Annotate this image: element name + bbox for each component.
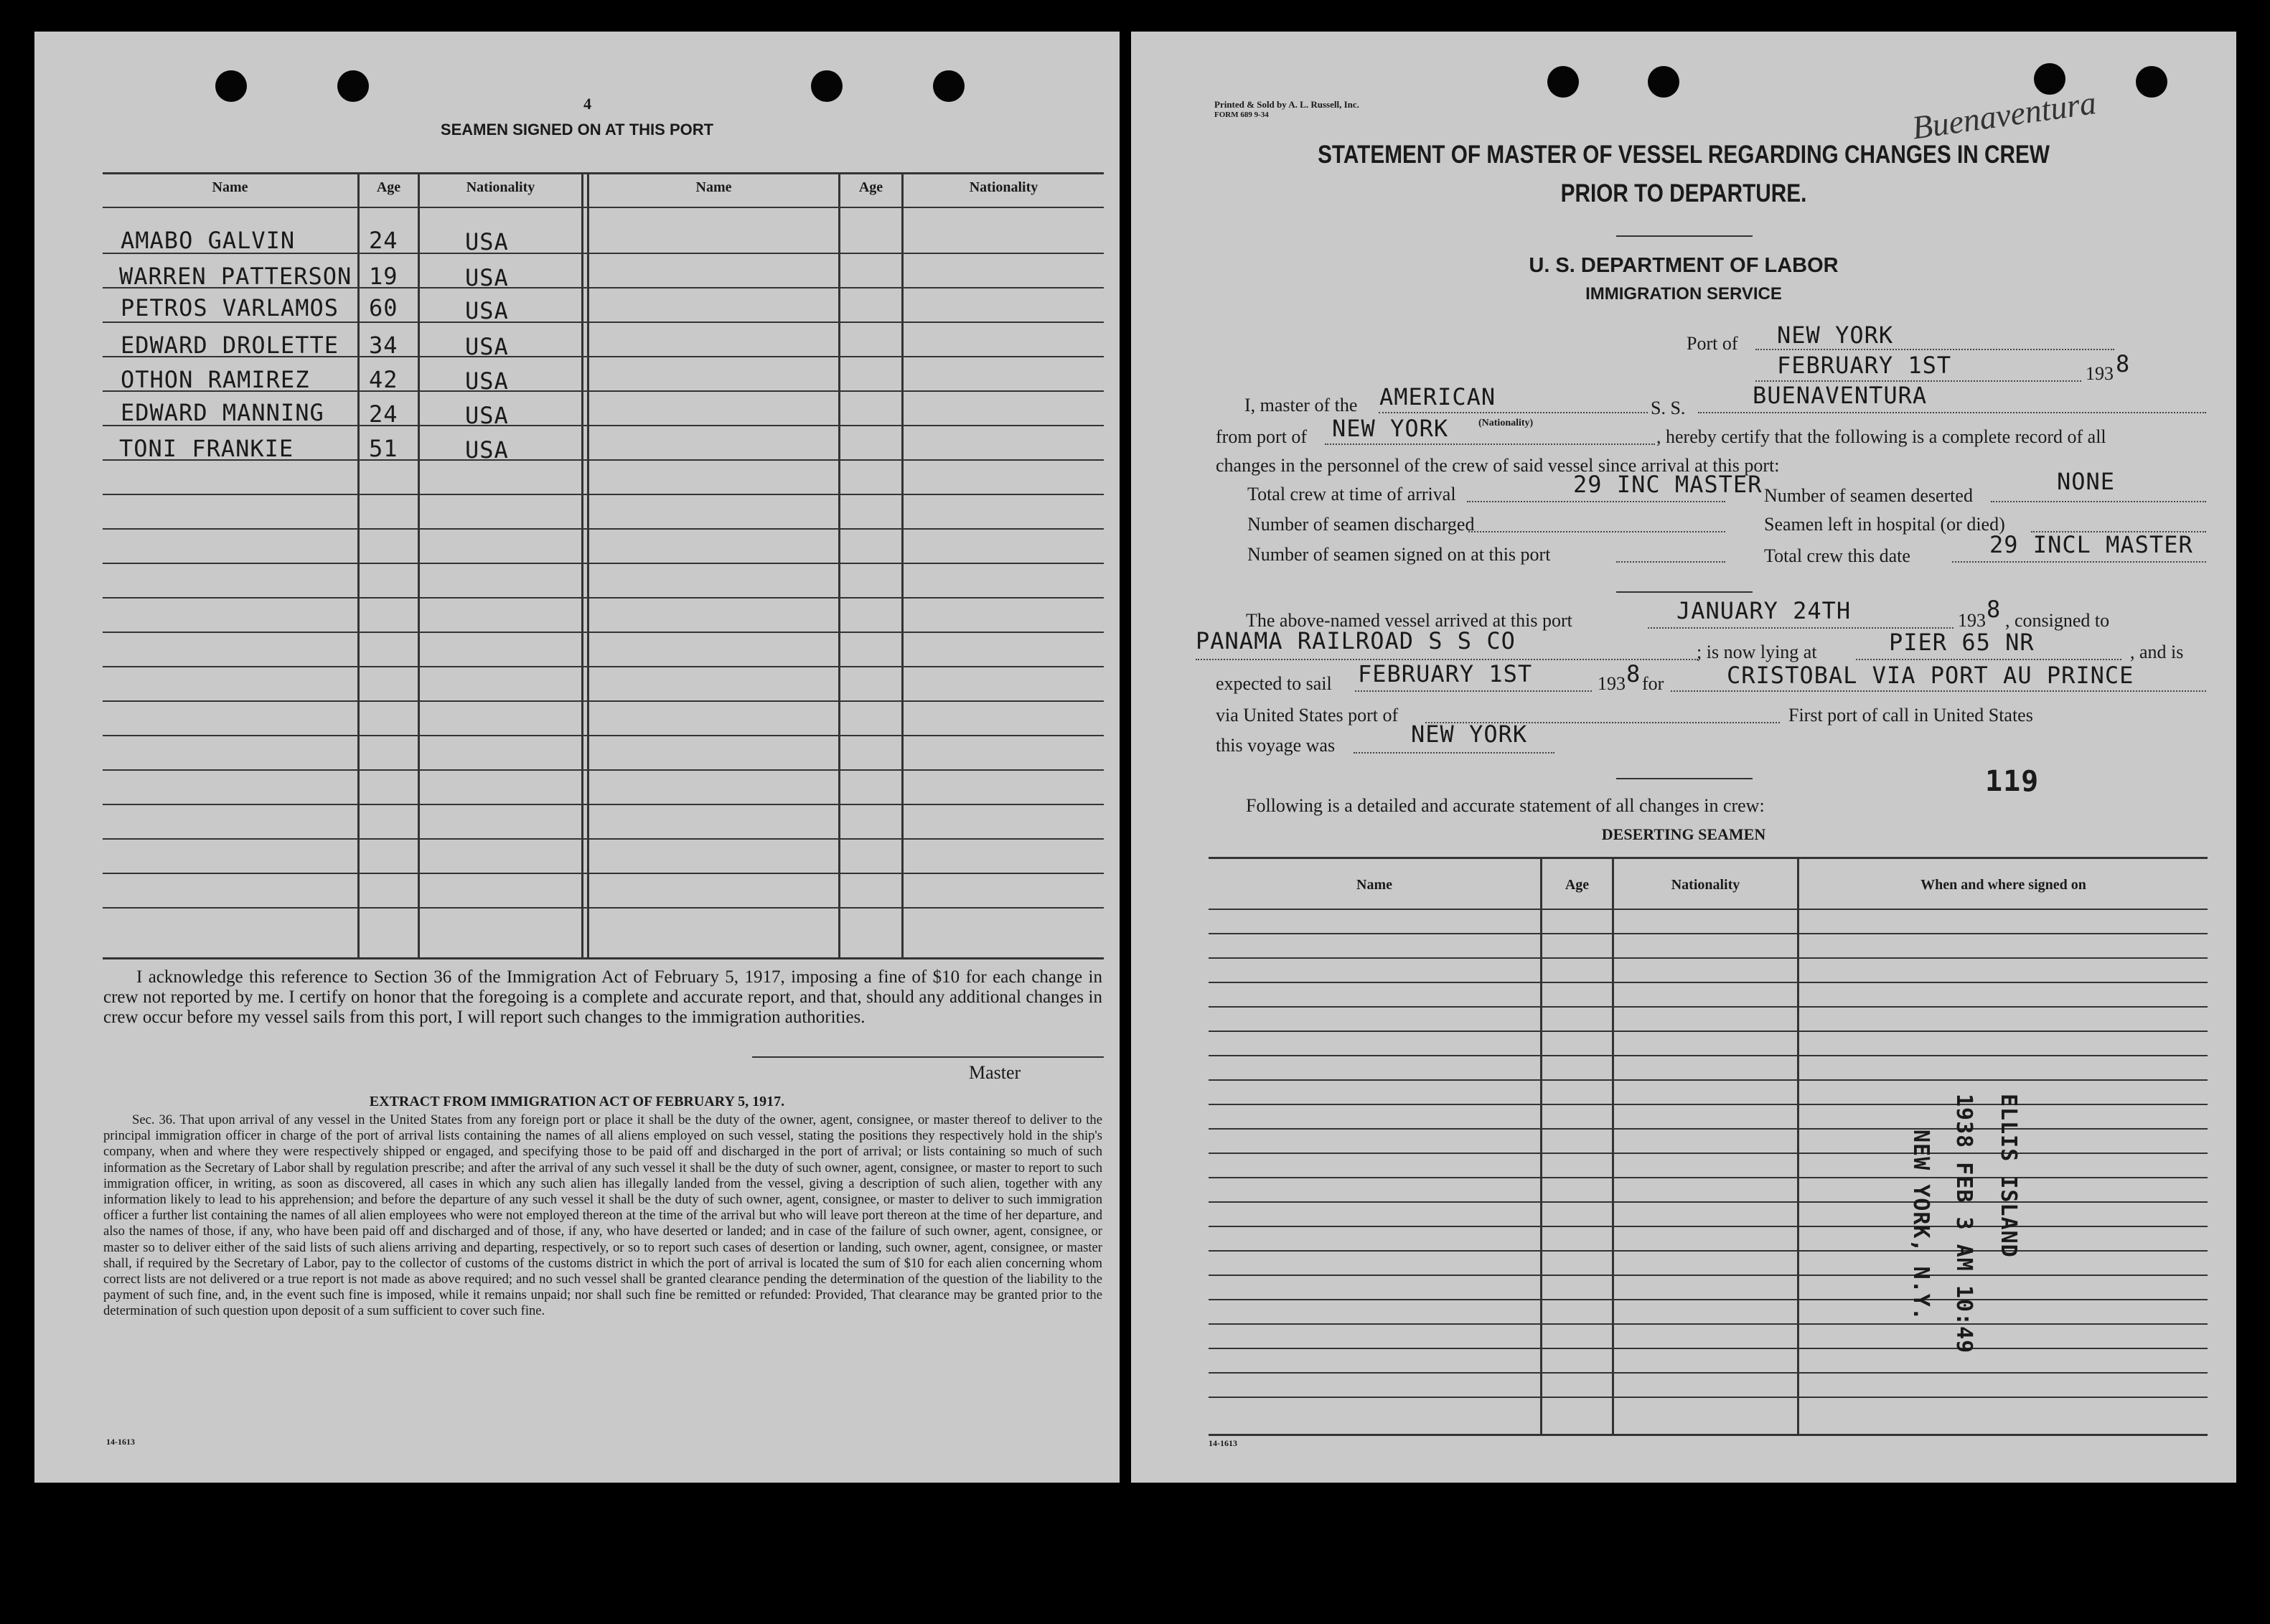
nationality-line (1379, 412, 1648, 413)
crew-name: EDWARD MANNING (121, 399, 324, 426)
section-rule (1616, 778, 1753, 779)
expected-year-digit: 8 (1626, 660, 1641, 687)
col-header-name-2: Name (695, 179, 732, 195)
signed-on-label: Number of seamen signed on at this port (1247, 544, 1551, 565)
document-number: 119 (1985, 765, 2040, 798)
desert-table-bottom-rule (1209, 1434, 2208, 1436)
row-rule (103, 735, 1104, 736)
form-code: 14-1613 (106, 1437, 135, 1447)
punch-hole (1547, 66, 1579, 98)
printer-line: Printed & Sold by A. L. Russell, Inc. (1214, 99, 1359, 110)
row-rule (103, 700, 1104, 702)
row-rule (1209, 1397, 2208, 1398)
first-port-label: First port of call in United States (1788, 705, 2033, 726)
arrived-label: The above-named vessel arrived at this port (1246, 610, 1572, 631)
row-rule (1209, 957, 2208, 959)
consigned-label: , consigned to (2005, 610, 2110, 631)
col-header-nationality: Nationality (466, 179, 535, 195)
and-is-text: , and is (2130, 642, 2184, 662)
row-rule (1209, 1031, 2208, 1032)
master-of-label: I, master of the (1244, 395, 1358, 416)
handwritten-ship-name: Buenaventura (1910, 84, 2098, 146)
deserted-label: Number of seamen deserted (1764, 485, 1973, 506)
deserted-value: NONE (2057, 468, 2116, 495)
arrived-value: JANUARY 24TH (1676, 597, 1852, 624)
nationality-caption: (Nationality) (1478, 418, 1534, 428)
first-port-value: NEW YORK (1411, 721, 1528, 748)
page-number: 4 (583, 95, 591, 113)
crew-age: 24 (369, 227, 398, 254)
changes-text: changes in the personnel of the crew of said vessel since arrival at this port: (1216, 455, 1780, 476)
for-label: for (1642, 673, 1664, 694)
crew-nationality: USA (465, 264, 509, 291)
row-rule (103, 838, 1104, 840)
arrived-year-digit: 8 (1987, 596, 2002, 623)
col-header-age: Age (376, 179, 401, 195)
consignee-value: PANAMA RAILROAD S S CO (1196, 627, 1516, 654)
col-header-nationality-2: Nationality (969, 179, 1038, 195)
lying-label: ; is now lying at (1697, 642, 1817, 662)
row-rule (1209, 982, 2208, 983)
deserting-title: DESERTING SEAMEN (1601, 825, 1766, 843)
port-of-line (1755, 349, 2114, 350)
crew-age: 34 (369, 332, 398, 359)
form-number: FORM 689 9-34 (1214, 111, 1269, 119)
extract-title: EXTRACT FROM IMMIGRATION ACT OF FEBRUARY 5, 1917. (369, 1094, 785, 1109)
row-rule (103, 321, 1104, 323)
crew-nationality: USA (465, 228, 509, 255)
crew-age: 24 (369, 400, 398, 428)
expected-year-prefix: 193 (1598, 673, 1626, 694)
row-rule (1209, 1055, 2208, 1056)
total-crew-arrival-line (1467, 501, 1725, 502)
crew-age: 51 (369, 435, 398, 462)
table-top-rule (103, 172, 1104, 174)
row-rule (103, 528, 1104, 530)
row-rule (103, 804, 1104, 805)
row-rule (1209, 1006, 2208, 1008)
col-header-name: Name (212, 179, 248, 195)
desert-table-top-rule (1209, 857, 2208, 859)
desert-header-nationality: Nationality (1671, 877, 1740, 893)
from-port-line (1325, 443, 1655, 445)
row-rule (1209, 1153, 2208, 1154)
crew-name: PETROS VARLAMOS (121, 294, 339, 321)
acknowledgement-text: I acknowledge this reference to Section 36 of the Immigration Act of February 5, 1917, imposing a fine of $10 for each change in crew not reported by me. I certify on honor that the foregoing is a complete and accurate report, and that, should any additional changes in crew occur before my vessel sails from this port, I will report such changes to the immigration authorities. (103, 967, 1102, 1027)
desert-header-age: Age (1565, 877, 1590, 893)
hospital-label: Seamen left in hospital (or died) (1764, 514, 2005, 535)
title-rule (1616, 235, 1753, 237)
crew-nationality: USA (465, 367, 509, 395)
crew-nationality: USA (465, 333, 509, 360)
punch-hole (2136, 66, 2167, 98)
table-header-rule (103, 207, 1104, 208)
crew-nationality: USA (465, 436, 509, 464)
col-header-age-2: Age (858, 179, 883, 195)
year-prefix: 193 (2086, 363, 2114, 384)
statement-title: STATEMENT OF MASTER OF VESSEL REGARDING CHANGES IN CREW (1318, 141, 2050, 169)
statement-subtitle: PRIOR TO DEPARTURE. (1560, 179, 1807, 207)
row-rule (103, 907, 1104, 909)
discharged-label: Number of seamen discharged (1247, 514, 1475, 535)
crew-age: 42 (369, 366, 398, 393)
certify-text: , hereby certify that the following is a complete record of all (1656, 426, 2106, 447)
crew-name: AMABO GALVIN (121, 227, 296, 254)
expected-value: FEBRUARY 1ST (1358, 660, 1533, 687)
lying-value: PIER 65 NR (1889, 629, 2035, 656)
row-rule (1209, 1104, 2208, 1105)
section-rule (1616, 591, 1753, 593)
table-bottom-rule (103, 957, 1104, 959)
right-page (1131, 32, 2236, 1483)
total-crew-date-value: 29 INCL MASTER (1989, 531, 2193, 558)
row-rule (103, 769, 1104, 771)
row-rule (103, 666, 1104, 667)
crew-name: EDWARD DROLETTE (121, 332, 339, 359)
crew-name: TONI FRANKIE (119, 435, 294, 462)
stamp-line-2: 1938 FEB 3 AM 10:49 (1951, 1094, 1976, 1354)
row-rule (103, 632, 1104, 633)
row-rule (1209, 1323, 2208, 1325)
left-page (34, 32, 1120, 1483)
following-text: Following is a detailed and accurate statement of all changes in crew: (1246, 795, 1765, 816)
this-voyage-label: this voyage was (1216, 735, 1336, 756)
master-signature-line (752, 1056, 1104, 1058)
punch-hole (811, 70, 843, 102)
ss-label: S. S. (1651, 398, 1686, 418)
port-of-value: NEW YORK (1777, 321, 1894, 349)
destination-value: CRISTOBAL VIA PORT AU PRINCE (1727, 662, 2134, 689)
nationality-value: AMERICAN (1379, 383, 1496, 410)
crew-age: 19 (369, 263, 398, 290)
total-crew-arrival-label: Total crew at time of arrival (1247, 484, 1456, 504)
service: IMMIGRATION SERVICE (1585, 284, 1782, 304)
punch-hole (215, 70, 247, 102)
discharged-line (1468, 531, 1725, 532)
crew-nationality: USA (465, 297, 509, 324)
form-code: 14-1613 (1209, 1438, 1237, 1448)
destination-line (1671, 690, 2206, 692)
row-rule (1209, 1348, 2208, 1349)
extract-text: Sec. 36. That upon arrival of any vessel in the United States from any foreign port or place it shall be the duty of the owner, agent, consignee, or master thereof to deliver to the principal immigration officer in charge of the port of arrival lists containing the names of all aliens employed on such vessel, stating the positions they respectively hold in the ship's company, when and where they were respectively shipped or engaged, and specifying those to be paid off and discharged in the port of arrival; or lists containing so much of such information as the Secretary of Labor shall by regulation prescribe; and after the arrival of any such vessel it shall be the duty of such owner, agent, consignee, or master to report to such immigration officer, in writing, as soon as discovered, all cases in which any such alien has illegally landed from the vessel, giving a description of such alien, together with any information likely to lead to his apprehension; and before the departure of any such vessel it shall be the duty of such owner, agent, consignee, or master to deliver to such immigration officer a further list containing the names of all alien employees who were not employed thereon at the time of the arrival but who will leave port thereon at the time of her departure, and also the names of those, if any, who have been paid off and discharged and of those, if any, who have deserted or landed; and in case of the failure of such owner, agent, consignee, or master so to deliver either of the said lists of such aliens arriving and departing, respectively, or so to report such cases of desertion or landing, such owner, agent, consignee, or master shall, if required by the Secretary of Labor, pay to the collector of customs of the customs district in which the port of arrival is located the sum of $10 for each alien concerning whom correct lists are not delivered or a true report is not made as above required; and no such vessel shall be granted clearance pending the determination of the question of the liability to the payment of such fine, and, in the event such fine is imposed, while it remains unpaid; nor shall such fine be remitted or refunded: Provided, That clearance may be granted prior to the determination of such question upon deposit of a sum sufficient to cover such fine. (103, 1112, 1102, 1319)
row-rule (1209, 1226, 2208, 1227)
via-label: via United States port of (1216, 705, 1399, 726)
row-rule (1209, 1177, 2208, 1178)
row-rule (1209, 933, 2208, 934)
date-value: FEBRUARY 1ST (1777, 352, 1952, 379)
row-rule (1209, 1372, 2208, 1374)
row-rule (103, 873, 1104, 874)
from-port-value: NEW YORK (1332, 415, 1449, 442)
crew-name: WARREN PATTERSON (119, 263, 352, 290)
from-port-label: from port of (1216, 426, 1308, 447)
row-rule (1209, 1079, 2208, 1081)
row-rule (1209, 1128, 2208, 1130)
deserted-line (1991, 501, 2206, 502)
first-port-line (1354, 752, 1554, 754)
stamp-line-1: ELLIS ISLAND (1996, 1094, 2021, 1258)
department: U. S. DEPARTMENT OF LABOR (1529, 254, 1839, 277)
crew-name: OTHON RAMIREZ (121, 366, 310, 393)
ship-value: BUENAVENTURA (1753, 382, 1928, 409)
total-crew-date-line (1952, 561, 2206, 563)
expected-line (1355, 690, 1592, 692)
ship-line (1698, 412, 2206, 413)
total-crew-date-label: Total crew this date (1764, 545, 1910, 566)
crew-age: 60 (369, 294, 398, 321)
total-crew-arrival-value: 29 INC MASTER (1573, 471, 1763, 498)
desert-header-name: Name (1356, 877, 1392, 893)
stamp-line-3: NEW YORK, N.Y. (1908, 1130, 1933, 1321)
row-rule (103, 494, 1104, 495)
row-rule (1209, 1201, 2208, 1203)
row-rule (103, 597, 1104, 599)
port-of-label: Port of (1687, 333, 1738, 354)
lying-line (1856, 659, 2121, 660)
punch-hole (337, 70, 369, 102)
punch-hole (1648, 66, 1679, 98)
row-rule (1209, 1275, 2208, 1276)
crew-nationality: USA (465, 402, 509, 429)
arrived-year-prefix: 193 (1958, 610, 1986, 631)
punch-hole (933, 70, 965, 102)
signed-on-line (1616, 561, 1725, 563)
year-digit: 8 (2116, 350, 2131, 377)
row-rule (103, 563, 1104, 564)
row-rule (1209, 1250, 2208, 1252)
row-rule (1209, 909, 2208, 910)
master-label: Master (969, 1062, 1021, 1083)
desert-header-signed-on: When and where signed on (1920, 877, 2086, 893)
signed-on-title: SEAMEN SIGNED ON AT THIS PORT (440, 121, 714, 139)
expected-label: expected to sail (1216, 673, 1332, 694)
row-rule (1209, 1299, 2208, 1300)
